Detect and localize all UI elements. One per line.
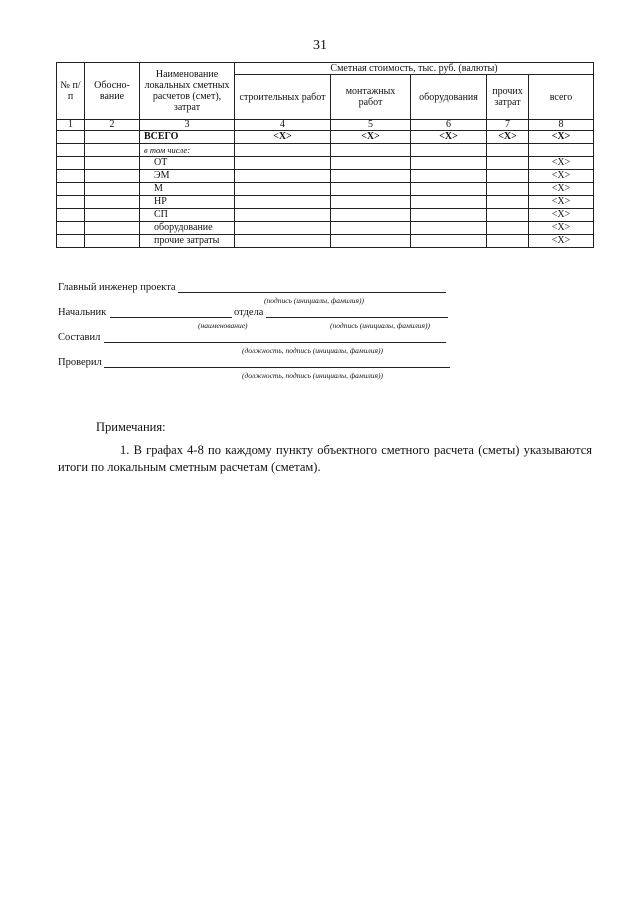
- cell-total: <X>: [529, 209, 594, 222]
- cell-num: [57, 209, 85, 222]
- cell-other: [487, 183, 529, 196]
- checked-caption: (должность, подпись (инициалы, фамилия)): [242, 371, 383, 380]
- cell-total: <X>: [529, 157, 594, 170]
- cell-installation: [331, 235, 411, 248]
- chief-engineer-label: Главный инженер проекта: [58, 282, 176, 293]
- cell-equipment: [411, 183, 487, 196]
- head-signature-line[interactable]: [266, 307, 448, 318]
- cell-name: ЭМ: [140, 170, 235, 183]
- cell-num: [57, 183, 85, 196]
- table-row: [57, 131, 594, 144]
- cell-installation: [331, 170, 411, 183]
- cell-other: [487, 170, 529, 183]
- cell-construction: [235, 183, 331, 196]
- cell-other: <X>: [487, 131, 529, 144]
- column-number: 5: [331, 120, 411, 131]
- cell-num: [57, 235, 85, 248]
- cell-basis: [85, 183, 140, 196]
- cell-basis: [85, 144, 140, 157]
- header-installation: монтажных работ: [331, 75, 411, 120]
- cell-name: СП: [140, 209, 235, 222]
- head-caption-sign: (подпись (инициалы, фамилия)): [330, 321, 430, 330]
- cell-num: [57, 170, 85, 183]
- header-num: № п/п: [57, 63, 85, 120]
- cell-other: [487, 196, 529, 209]
- cell-total: [529, 144, 594, 157]
- cell-construction: [235, 157, 331, 170]
- compiled-signature-line[interactable]: [104, 332, 446, 343]
- cell-basis: [85, 131, 140, 144]
- cell-construction: [235, 170, 331, 183]
- column-number: 8: [529, 120, 594, 131]
- table-row: [57, 235, 594, 248]
- cell-num: [57, 144, 85, 157]
- cell-construction: [235, 196, 331, 209]
- header-other: прочих затрат: [487, 75, 529, 120]
- cell-num: [57, 196, 85, 209]
- checked-label: Проверил: [58, 357, 102, 368]
- cell-name: НР: [140, 196, 235, 209]
- column-number: 2: [85, 120, 140, 131]
- cell-construction: [235, 144, 331, 157]
- cell-name: прочие затраты: [140, 235, 235, 248]
- cell-installation: <X>: [331, 131, 411, 144]
- cell-other: [487, 235, 529, 248]
- compiled-label: Составил: [58, 332, 101, 343]
- header-construction: строительных работ: [235, 75, 331, 120]
- column-number: 3: [140, 120, 235, 131]
- cell-total: <X>: [529, 170, 594, 183]
- cell-other: [487, 222, 529, 235]
- cell-equipment: [411, 209, 487, 222]
- notes-title: Примечания:: [96, 420, 166, 434]
- column-number: 7: [487, 120, 529, 131]
- chief-engineer-signature-line[interactable]: [178, 282, 446, 293]
- cell-equipment: [411, 196, 487, 209]
- cell-installation: [331, 196, 411, 209]
- department-name-line[interactable]: [110, 307, 232, 318]
- table-row: [57, 222, 594, 235]
- cell-basis: [85, 170, 140, 183]
- header-basis: Обосно-вание: [85, 63, 140, 120]
- column-number: 6: [411, 120, 487, 131]
- cell-equipment: <X>: [411, 131, 487, 144]
- cell-equipment: [411, 157, 487, 170]
- cell-name: М: [140, 183, 235, 196]
- cell-total: <X>: [529, 235, 594, 248]
- checked-signature-line[interactable]: [104, 357, 450, 368]
- cell-installation: [331, 222, 411, 235]
- column-number: 4: [235, 120, 331, 131]
- compiled-caption: (должность, подпись (инициалы, фамилия)): [242, 346, 383, 355]
- cell-name: ОТ: [140, 157, 235, 170]
- cell-other: [487, 157, 529, 170]
- table-row: [57, 170, 594, 183]
- cell-installation: [331, 209, 411, 222]
- cell-equipment: [411, 235, 487, 248]
- column-numbers-row: [57, 120, 594, 131]
- cell-total: <X>: [529, 131, 594, 144]
- cell-name: оборудование: [140, 222, 235, 235]
- header-equipment: оборудования: [411, 75, 487, 120]
- table-row: [57, 196, 594, 209]
- cell-equipment: [411, 222, 487, 235]
- cell-basis: [85, 157, 140, 170]
- cell-installation: [331, 183, 411, 196]
- estimate-table: [56, 62, 594, 248]
- table-row: [57, 144, 594, 157]
- cell-total: <X>: [529, 222, 594, 235]
- cell-num: [57, 131, 85, 144]
- table-row: [57, 157, 594, 170]
- cell-construction: [235, 209, 331, 222]
- cell-other: [487, 144, 529, 157]
- cell-basis: [85, 209, 140, 222]
- header-name: Наименование локальных сметных расчетов (смет), затрат: [140, 63, 235, 120]
- head-label: Начальник: [58, 307, 107, 318]
- cell-construction: [235, 235, 331, 248]
- cell-num: [57, 222, 85, 235]
- cell-basis: [85, 235, 140, 248]
- header-total: всего: [529, 75, 594, 120]
- cell-installation: [331, 157, 411, 170]
- cell-name: в том числе:: [140, 144, 235, 157]
- cell-equipment: [411, 144, 487, 157]
- chief-engineer-caption: (подпись (инициалы, фамилия)): [264, 296, 364, 305]
- cell-other: [487, 209, 529, 222]
- cell-basis: [85, 222, 140, 235]
- cell-name: ВСЕГО: [140, 131, 235, 144]
- column-number: 1: [57, 120, 85, 131]
- cell-construction: [235, 222, 331, 235]
- cell-construction: <X>: [235, 131, 331, 144]
- table-row: [57, 183, 594, 196]
- cell-total: <X>: [529, 183, 594, 196]
- department-label: отдела: [234, 307, 264, 318]
- page-number: 31: [313, 38, 327, 53]
- cell-equipment: [411, 170, 487, 183]
- cell-installation: [331, 144, 411, 157]
- cell-basis: [85, 196, 140, 209]
- cell-total: <X>: [529, 196, 594, 209]
- table-row: [57, 209, 594, 222]
- cell-num: [57, 157, 85, 170]
- note-item: 1. В графах 4-8 по каждому пункту объектного сметного расчета (сметы) указываются итоги по локальным сметным расчетам (сметам).: [58, 443, 592, 474]
- header-cost-group: Сметная стоимость, тыс. руб. (валюты): [235, 63, 594, 75]
- head-caption-name: (наименование): [198, 321, 248, 330]
